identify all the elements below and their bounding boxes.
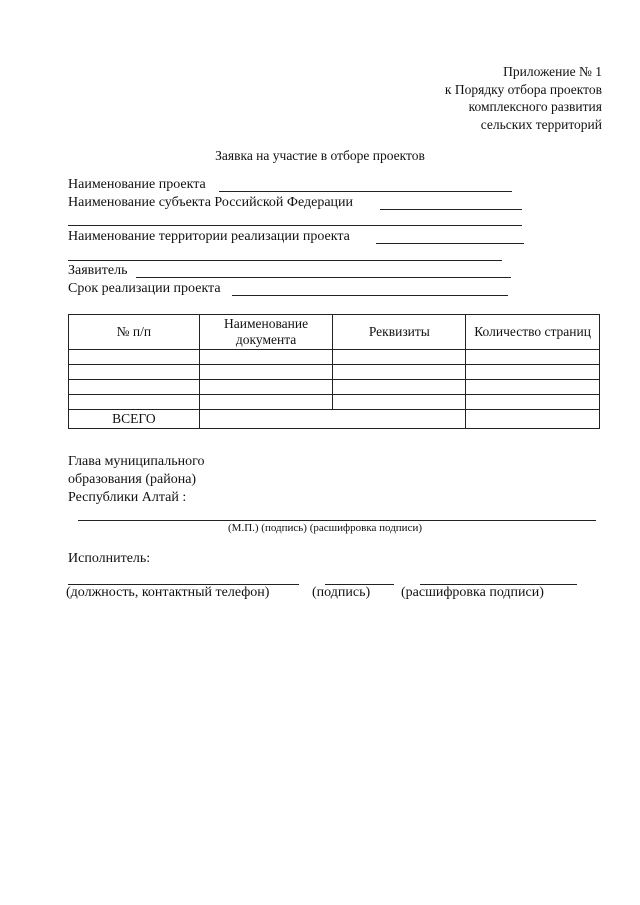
table-header-row <box>69 315 600 350</box>
term-input[interactable] <box>232 295 508 296</box>
table-cell[interactable] <box>69 380 200 395</box>
table-cell[interactable] <box>199 380 333 395</box>
column-header-number: № п/п <box>69 315 200 350</box>
table-cell[interactable] <box>199 365 333 380</box>
column-header-requisites: Реквизиты <box>333 315 466 350</box>
project-name-label: Наименование проекта <box>68 177 206 192</box>
territory-name-input[interactable] <box>376 243 524 244</box>
table-cell[interactable] <box>333 380 466 395</box>
table-total-row <box>69 410 600 429</box>
table-cell[interactable] <box>199 395 333 410</box>
head-title-line-1: Главa муниципального <box>68 454 205 469</box>
subject-name-label: Наименование субъекта Российской Федерации <box>68 195 354 210</box>
total-spacer-cell <box>199 410 466 429</box>
term-label: Срок реализации проекта <box>68 281 221 296</box>
table-cell[interactable] <box>333 365 466 380</box>
appendix-line-4: сельских территорий <box>480 116 602 132</box>
head-title-line-3: Республики Алтай : <box>68 490 187 505</box>
executor-decoding-caption: (расшифровка подписи) <box>401 585 544 600</box>
executor-position-caption: (должность, контактный телефон) <box>66 585 270 600</box>
head-signature-line[interactable] <box>78 520 596 521</box>
table-cell[interactable] <box>466 380 600 395</box>
project-name-input[interactable] <box>219 191 512 192</box>
table-cell[interactable] <box>466 365 600 380</box>
head-signature-block <box>68 453 204 507</box>
applicant-input[interactable] <box>136 277 511 278</box>
executor-signature-caption: (подпись) <box>312 585 371 600</box>
executor-label: Исполнитель: <box>68 551 151 566</box>
appendix-line-2: к Порядку отбора проектов <box>444 81 602 97</box>
form-title: Заявка на участие в отборе проектов <box>215 148 425 163</box>
table-row <box>69 350 600 365</box>
table-cell[interactable] <box>69 350 200 365</box>
table-cell[interactable] <box>333 350 466 365</box>
table-cell[interactable] <box>69 365 200 380</box>
head-title-line-2: образования (района) <box>68 472 197 487</box>
table-cell[interactable] <box>199 350 333 365</box>
applicant-label: Заявитель <box>68 263 128 278</box>
table-row <box>69 380 600 395</box>
appendix-header <box>445 63 602 133</box>
territory-name-continuation-line[interactable] <box>68 260 502 261</box>
column-header-pages: Количество страниц <box>466 315 600 350</box>
appendix-line-3: комплексного развития <box>468 99 602 114</box>
table-row <box>69 365 600 380</box>
total-pages-cell[interactable] <box>466 410 600 429</box>
table-cell[interactable] <box>466 395 600 410</box>
table-row <box>69 395 600 410</box>
appendix-line-1: Приложение № 1 <box>503 64 602 79</box>
table-cell[interactable] <box>69 395 200 410</box>
subject-name-continuation-line[interactable] <box>68 225 522 226</box>
column-header-document: Наименование документа <box>199 315 333 350</box>
table-cell[interactable] <box>466 350 600 365</box>
head-signature-caption: (М.П.) (подпись) (расшифровка подписи) <box>228 522 423 534</box>
documents-table <box>68 314 600 429</box>
territory-name-label: Наименование территории реализации проекта <box>68 229 350 244</box>
table-cell[interactable] <box>333 395 466 410</box>
subject-name-input[interactable] <box>380 209 522 210</box>
total-label: ВСЕГО <box>69 410 200 429</box>
